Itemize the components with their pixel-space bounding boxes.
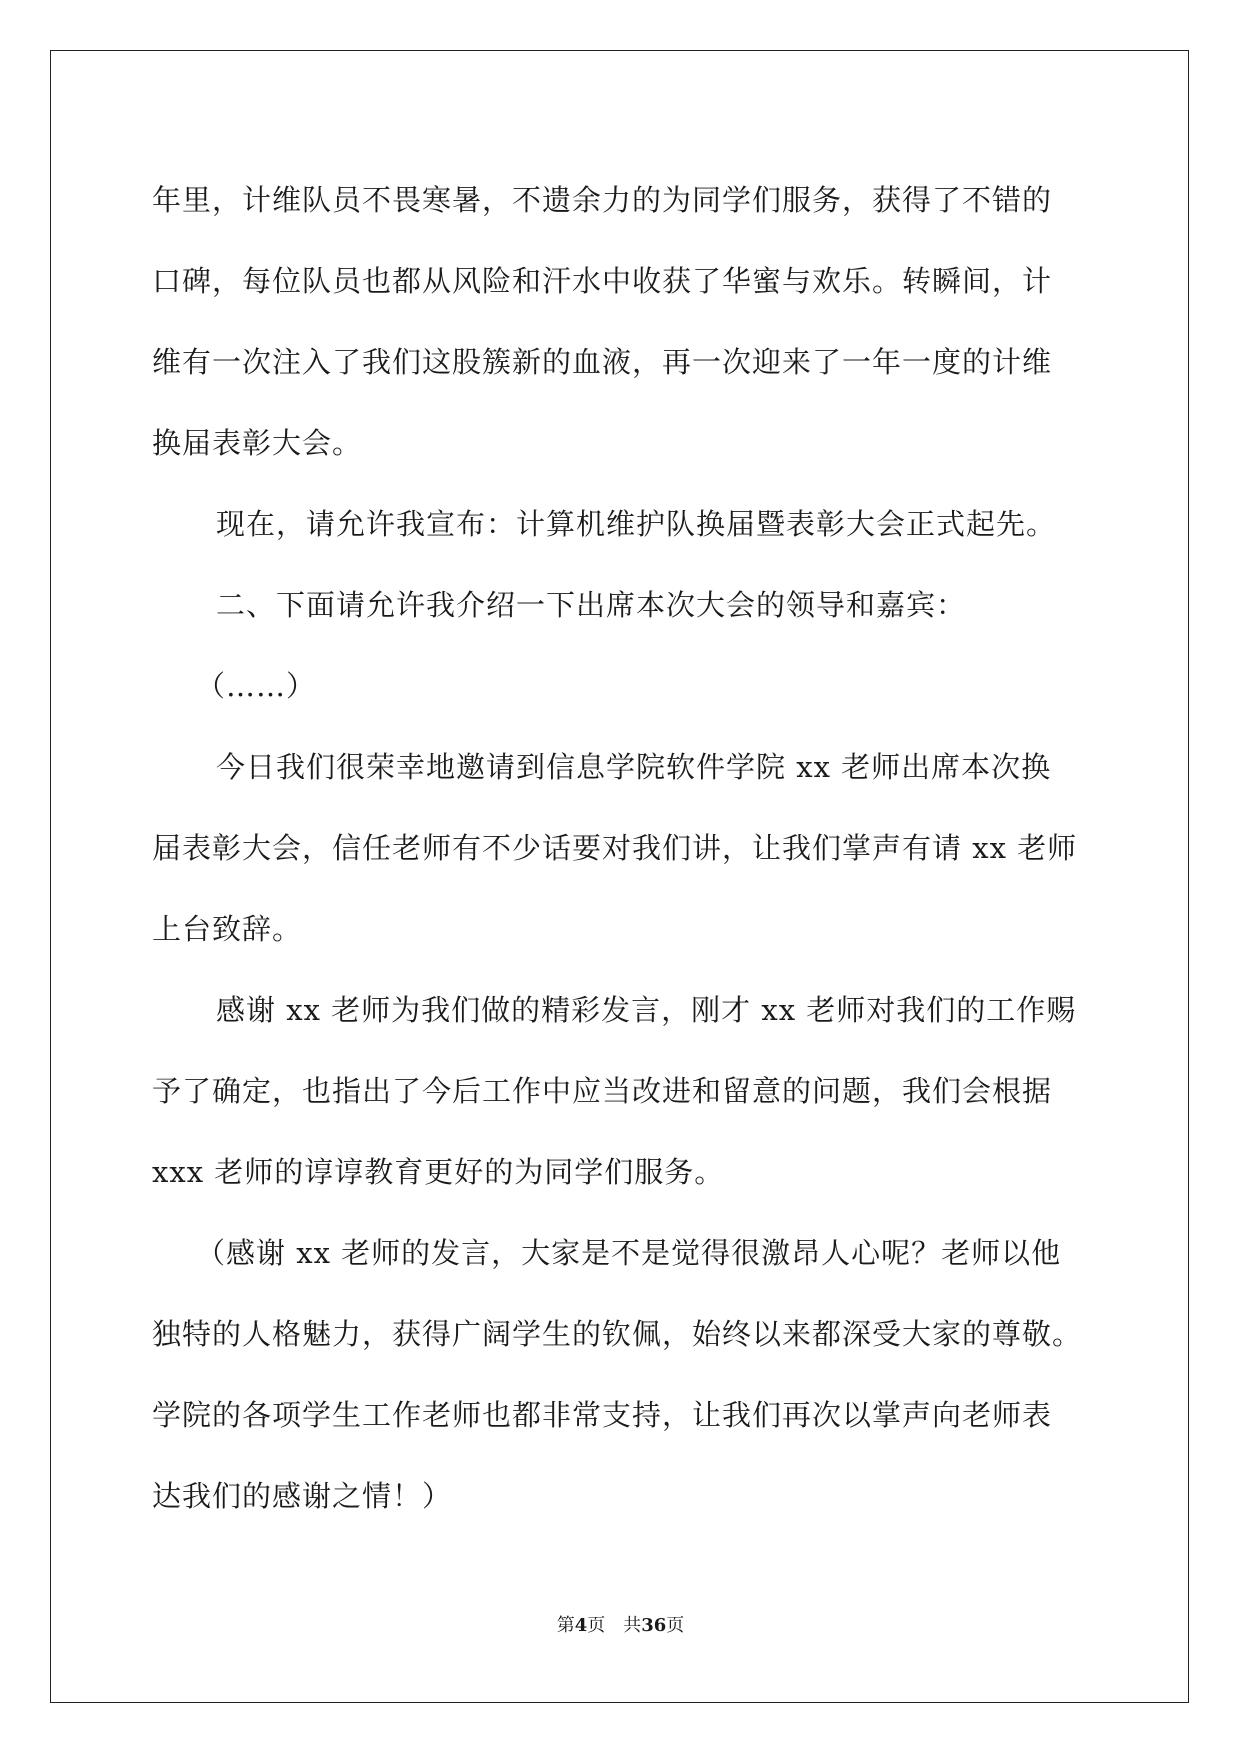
- text-line: 感谢 xx 老师为我们做的精彩发言，刚才 xx 老师对我们的工作赐: [216, 993, 1077, 1027]
- text-line: 独特的人格魅力，获得广阔学生的钦佩，始终以来都深受大家的尊敬。: [152, 1317, 1083, 1351]
- text-line: 口碑，每位队员也都从风险和汗水中收获了华蜜与欢乐。转瞬间，计: [152, 264, 1053, 298]
- text-line: 予了确定，也指出了今后工作中应当改进和留意的问题，我们会根据: [152, 1074, 1053, 1108]
- current-page-number: 4: [574, 1615, 588, 1636]
- text-line: （……）: [196, 669, 317, 703]
- text-line: （感谢 xx 老师的发言，大家是不是觉得很激昂人心呢？老师以他: [196, 1236, 1062, 1270]
- text-line: 届表彰大会，信任老师有不少话要对我们讲，让我们掌声有请 xx 老师: [152, 831, 1078, 865]
- page-footer: [0, 1611, 1241, 1637]
- footer-suffix: 页: [666, 1615, 685, 1636]
- text-line: 现在，请允许我宣布：计算机维护队换届暨表彰大会正式起先。: [216, 507, 1057, 541]
- text-line: 今日我们很荣幸地邀请到信息学院软件学院 xx 老师出席本次换: [216, 750, 1052, 784]
- text-line: 年里，计维队员不畏寒暑，不遗余力的为同学们服务，获得了不错的: [152, 183, 1053, 217]
- text-line: 换届表彰大会。: [152, 426, 363, 460]
- document-body: [152, 160, 1117, 1537]
- text-line: xxx 老师的谆谆教育更好的为同学们服务。: [152, 1155, 725, 1189]
- text-line: 二、下面请允许我介绍一下出席本次大会的领导和嘉宾：: [216, 588, 967, 622]
- footer-mid: 页 共: [587, 1615, 642, 1636]
- text-line: 维有一次注入了我们这股簇新的血液，再一次迎来了一年一度的计维: [152, 345, 1053, 379]
- text-line: 达我们的感谢之情！）: [152, 1479, 453, 1513]
- text-line: 学院的各项学生工作老师也都非常支持，让我们再次以掌声向老师表: [152, 1398, 1053, 1432]
- footer-prefix: 第: [556, 1615, 575, 1636]
- total-page-count: 36: [641, 1615, 667, 1636]
- text-line: 上台致辞。: [152, 912, 303, 946]
